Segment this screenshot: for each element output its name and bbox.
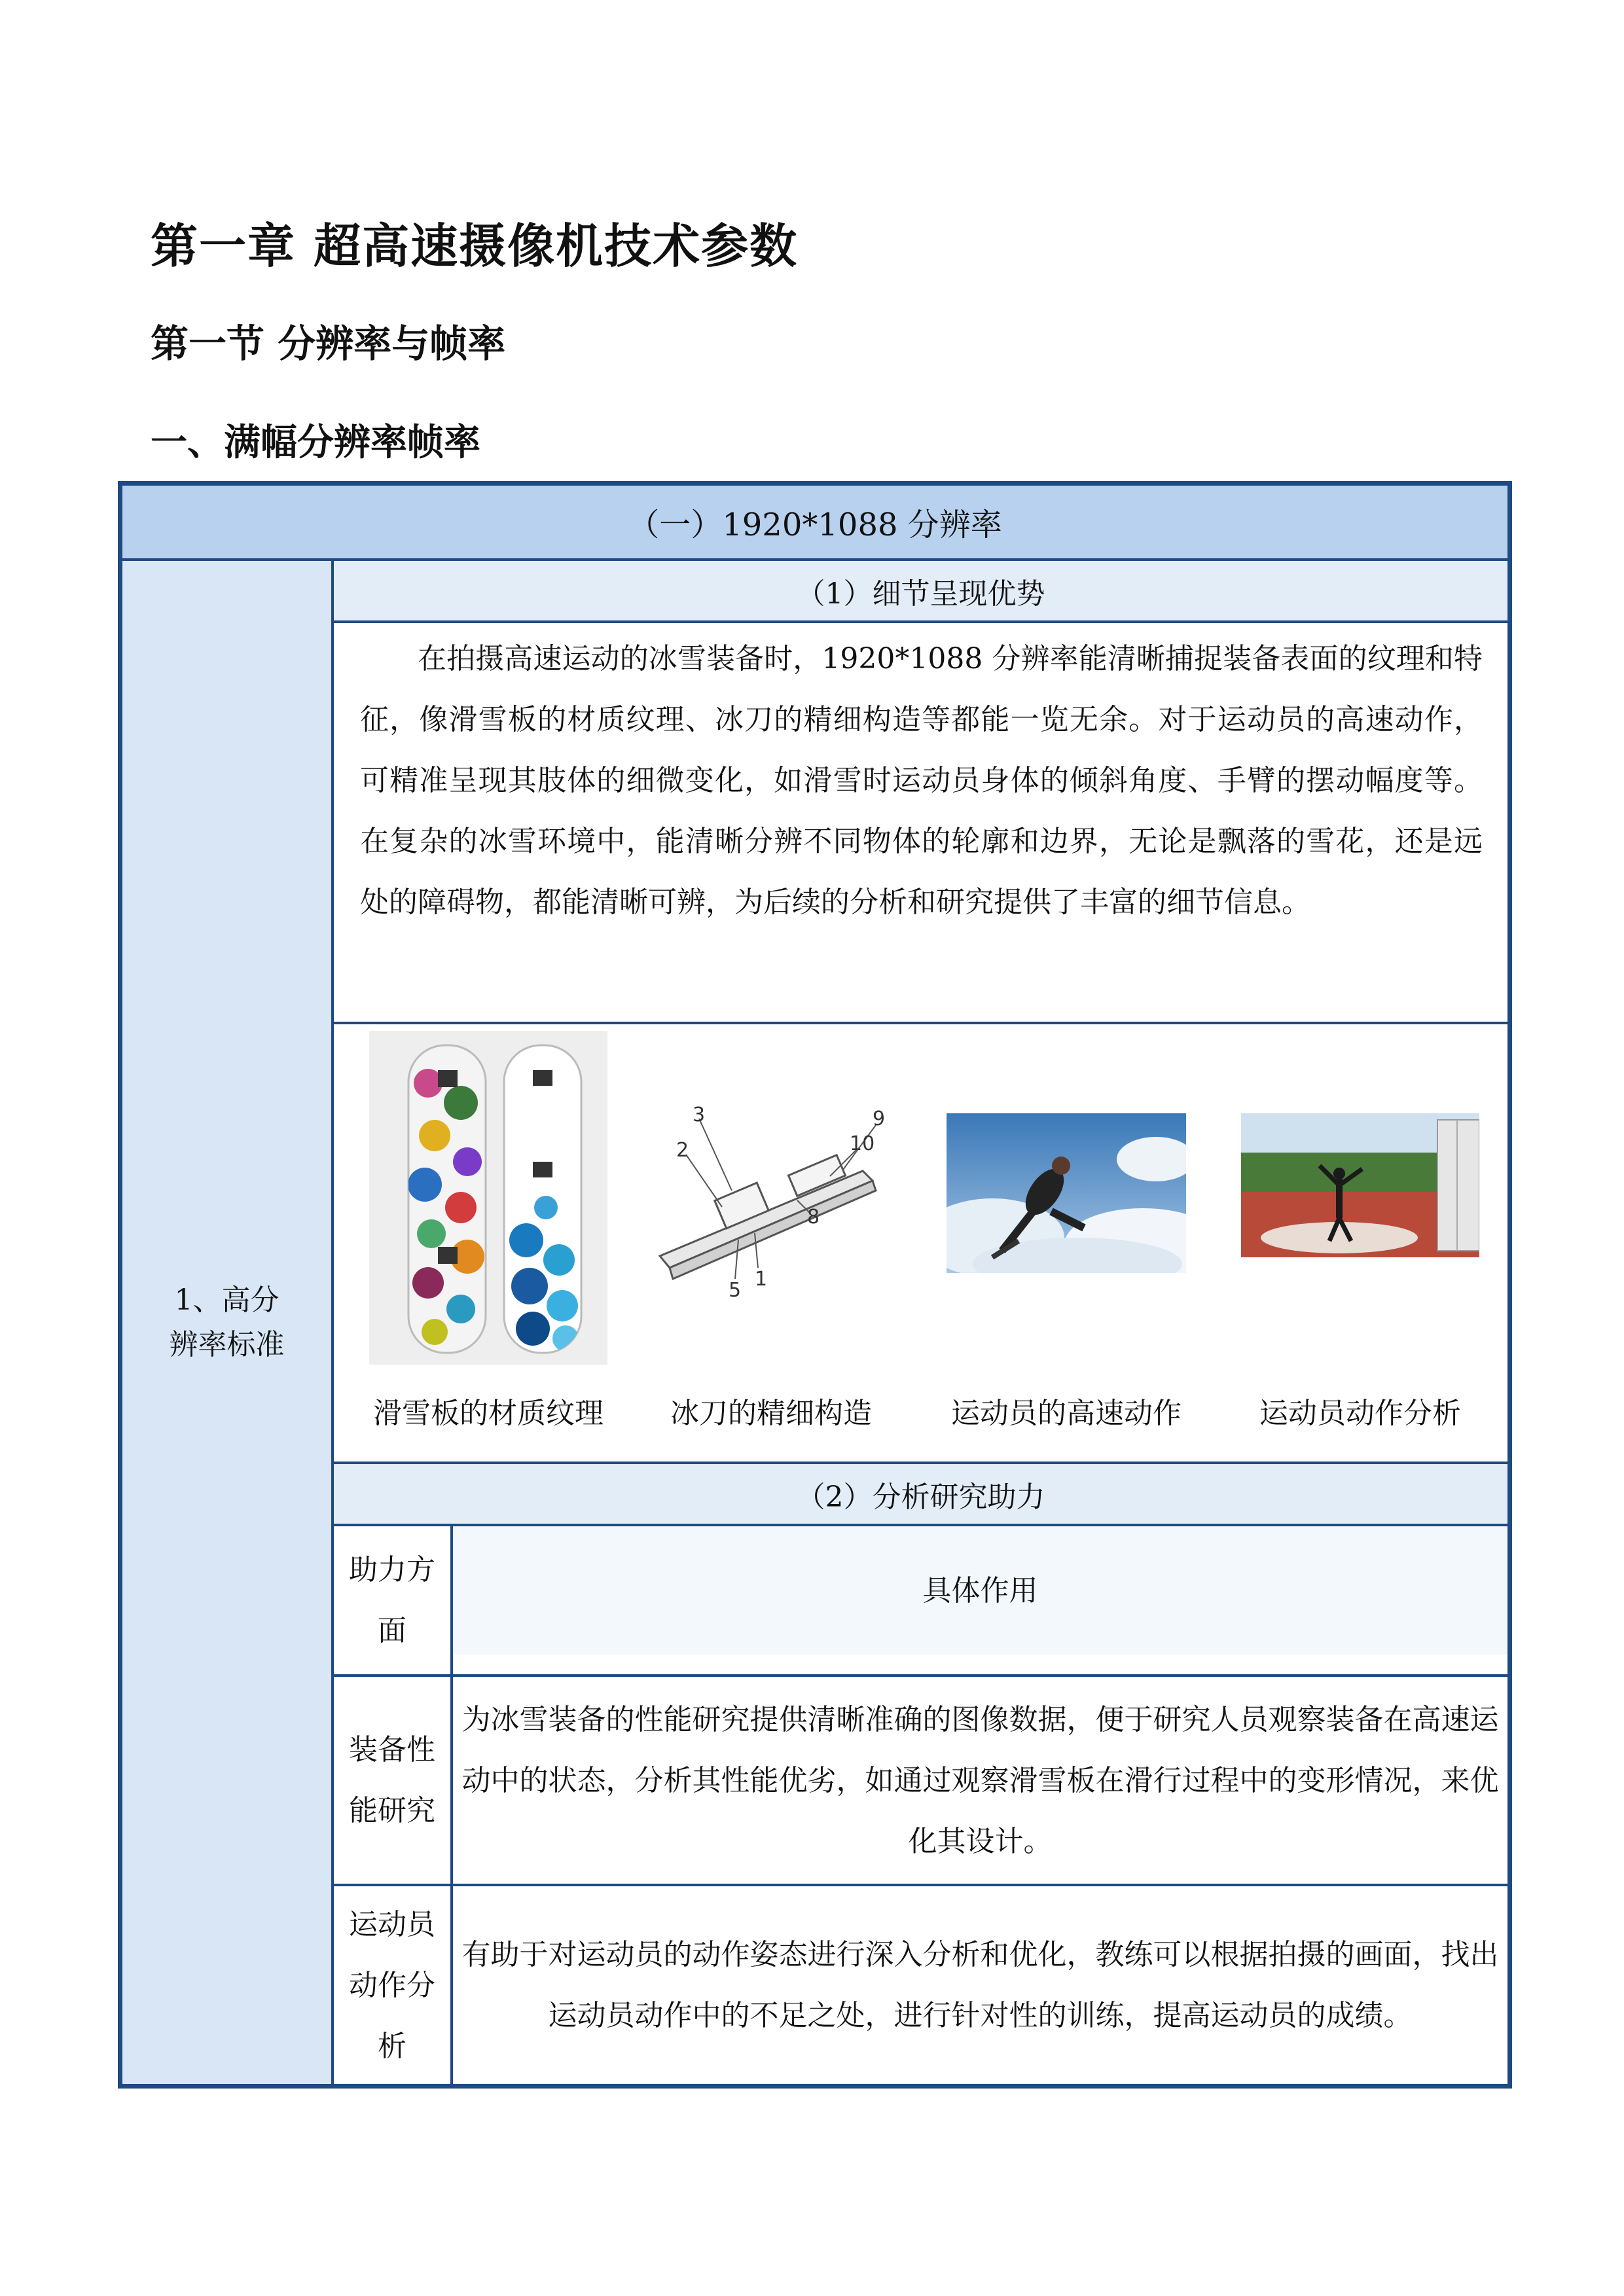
analysis-table (334, 1526, 1507, 2084)
column-header-aspect-text: 助力方面 (349, 1553, 435, 1647)
image-caption-athlete-analysis: 运动员动作分析 (1259, 1397, 1461, 1430)
left-label-cell (122, 561, 334, 2084)
chapter-heading: 第一章 超高速摄像机技术参数 (151, 219, 799, 274)
blade-label-9: 9 (873, 1107, 886, 1130)
subsection-heading: 一、满幅分辨率帧率 (151, 422, 480, 464)
section-heading: 第一节 分辨率与帧率 (151, 321, 506, 366)
resolution-table (118, 481, 1512, 2089)
blade-label-1: 1 (755, 1268, 768, 1291)
blade-label-2: 2 (676, 1139, 689, 1162)
image-caption-snowboard: 滑雪板的材质纹理 (373, 1397, 604, 1430)
left-label: 1、高分辨率标准 (169, 1283, 285, 1361)
athlete-jump-photo (947, 1113, 1186, 1273)
analysis-header: （2）分析研究助力 (334, 1464, 1507, 1526)
column-header-effect-text: 具体作用 (922, 1573, 1038, 1607)
row-aspect-equipment-text: 装备性能研究 (349, 1733, 435, 1827)
row-effect-equipment-text: 为冰雪装备的性能研究提供清晰准确的图像数据，便于研究人员观察装备在高速运动中的状态，分析其性能优劣，如通过观察滑雪板在滑行过程中的变形情况，来优化其设计。 (461, 1702, 1499, 1858)
image-caption-blade: 冰刀的精细构造 (670, 1397, 872, 1430)
blade-label-10: 10 (850, 1132, 875, 1155)
skate-blade-diagram (647, 1092, 895, 1308)
detail-header: （1）细节呈现优势 (334, 561, 1507, 623)
image-strip (334, 1024, 1507, 1464)
snowboard-image (369, 1031, 607, 1365)
blade-label-5: 5 (729, 1279, 742, 1302)
detail-paragraph: 在拍摄高速运动的冰雪装备时，1920*1088 分辨率能清晰捕捉装备表面的纹理和特征，像滑雪板的材质纹理、冰刀的精细构造等都能一览无余。对于运动员的高速动作，可精准呈现其肢体的细微变化，如滑雪时运动员身体的倾斜角度、手臂的摆动幅度等。在复杂的冰雪环境中，能清晰分辨不同物体的轮廓和边界，无论是飘落的雪花，还是远处的障碍物，都能清晰可辨，为后续的分析和研究提供了丰富的细节信息。 (334, 623, 1507, 1024)
row-aspect-athlete (334, 1886, 450, 2084)
row-effect-athlete (453, 1886, 1507, 2084)
table-title: （一）1920*1088 分辨率 (122, 486, 1507, 561)
row-effect-equipment (453, 1677, 1507, 1884)
blade-label-3: 3 (693, 1103, 706, 1126)
image-caption-athlete-speed: 运动员的高速动作 (951, 1397, 1182, 1430)
row-aspect-equipment (334, 1677, 450, 1884)
athlete-track-photo (1241, 1113, 1479, 1257)
row-effect-athlete-text: 有助于对运动员的动作姿态进行深入分析和优化，教练可以根据拍摄的画面，找出运动员动作中的不足之处，进行针对性的训练，提高运动员的成绩。 (461, 1938, 1499, 2032)
row-aspect-athlete-text: 运动员动作分析 (349, 1907, 435, 2063)
column-header-effect (453, 1526, 1507, 1655)
column-header-aspect (334, 1526, 450, 1674)
blade-label-8: 8 (807, 1206, 820, 1229)
